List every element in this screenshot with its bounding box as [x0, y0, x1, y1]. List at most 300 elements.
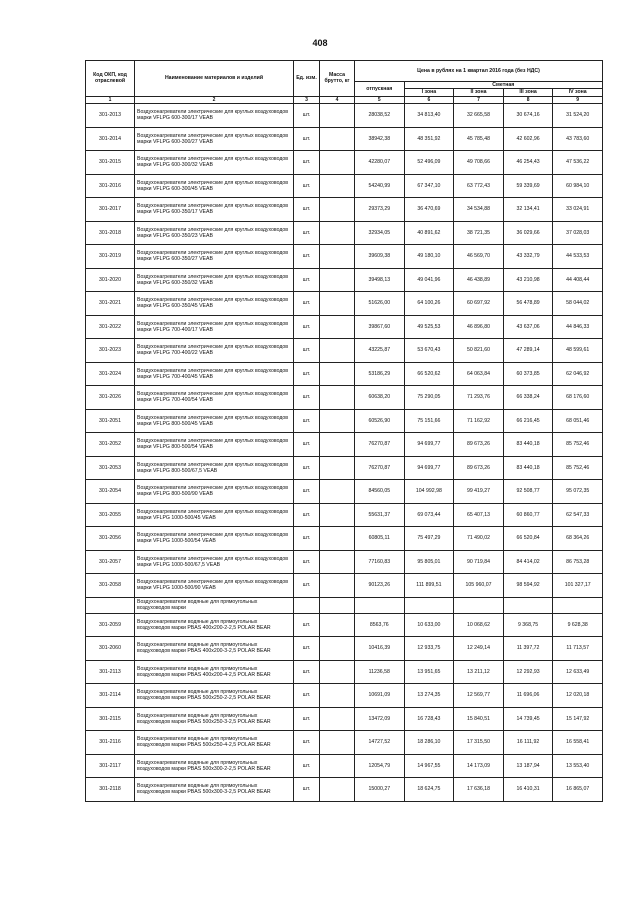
row-unit: шт. [294, 104, 320, 128]
row-zone-3-price: 43 332,79 [503, 245, 553, 269]
table-row [86, 315, 603, 339]
row-zone-3-price: 46 254,43 [503, 151, 553, 175]
page-number: 408 [312, 38, 328, 48]
row-mass [320, 104, 355, 128]
header-code: Код ОКП, код отраслевой [86, 61, 135, 97]
row-name: Воздухонагреватели электрические для круглых воздуховодов марки VFLPG 700-400/45 VEAB [135, 362, 294, 386]
row-name: Воздухонагреватели электрические для круглых воздуховодов марки VFLPG 600-300/32 VEAB [135, 151, 294, 175]
empty-cell [320, 597, 355, 613]
col-number: 7 [454, 96, 504, 103]
row-zone-3-price: 59 339,69 [503, 174, 553, 198]
row-zone-2-price: 10 068,62 [454, 613, 504, 637]
row-name: Воздухонагреватели электрические для круглых воздуховодов марки VFLPG 600-350/32 VEAB [135, 268, 294, 292]
row-zone-4-price: 60 984,10 [553, 174, 603, 198]
row-zone-1-price: 49 180,10 [404, 245, 454, 269]
row-name: Воздухонагреватели электрические для круглых воздуховодов марки VFLPG 600-350/17 VEAB [135, 198, 294, 222]
row-zone-4-price: 68 364,26 [553, 527, 603, 551]
row-zone-3-price: 11 397,72 [503, 637, 553, 661]
row-mass [320, 198, 355, 222]
header-unit: Ед. изм. [294, 61, 320, 97]
table-row [86, 480, 603, 504]
row-zone-4-price: 68 176,60 [553, 386, 603, 410]
row-zone-4-price: 9 628,38 [553, 613, 603, 637]
empty-cell [454, 597, 504, 613]
row-zone-4-price: 33 024,91 [553, 198, 603, 222]
row-code: 301-2053 [86, 456, 135, 480]
row-code: 301-2057 [86, 550, 135, 574]
row-zone-4-price: 16 558,41 [553, 731, 603, 755]
row-zone-3-price: 12 292,93 [503, 660, 553, 684]
row-zone-1-price: 10 633,00 [404, 613, 454, 637]
row-mass [320, 386, 355, 410]
row-mass [320, 268, 355, 292]
table-row [86, 456, 603, 480]
row-name: Воздухонагреватели водяные для прямоугольных воздуховодов марки PBAS 500х300-3-2,5 POLAR BEAR [135, 778, 294, 802]
row-unit: шт. [294, 707, 320, 731]
row-zone-2-price: 32 665,58 [454, 104, 504, 128]
table-row [86, 503, 603, 527]
row-code: 301-2114 [86, 684, 135, 708]
table-row [86, 731, 603, 755]
row-zone-4-price: 13 553,40 [553, 754, 603, 778]
row-name: Воздухонагреватели электрические для круглых воздуховодов марки VFLPG 600-300/27 VEAB [135, 127, 294, 151]
row-zone-1-price: 75 290,05 [404, 386, 454, 410]
header-name: Наименование материалов и изделий [135, 61, 294, 97]
row-mass [320, 456, 355, 480]
row-name: Воздухонагреватели водяные для прямоугольных воздуховодов марки PBAS 500х300-2-2,5 POLAR BEAR [135, 754, 294, 778]
row-zone-3-price: 84 414,02 [503, 550, 553, 574]
row-unit: шт. [294, 503, 320, 527]
header-zone-4: IV зона [553, 89, 603, 96]
row-mass [320, 245, 355, 269]
row-zone-1-price: 13 951,65 [404, 660, 454, 684]
col-number: 6 [404, 96, 454, 103]
row-unit: шт. [294, 151, 320, 175]
row-name: Воздухонагреватели водяные для прямоугольных воздуховодов марки PBAS 500х250-4-2,5 POLAR BEAR [135, 731, 294, 755]
row-zone-3-price: 13 187,94 [503, 754, 553, 778]
empty-cell [294, 597, 320, 613]
row-zone-1-price: 36 470,69 [404, 198, 454, 222]
row-unit: шт. [294, 731, 320, 755]
row-mass [320, 480, 355, 504]
row-name: Воздухонагреватели электрические для круглых воздуховодов марки VFLPG 1000-500/45 VEAB [135, 503, 294, 527]
row-zone-4-price: 12 020,18 [553, 684, 603, 708]
row-zone-2-price: 60 697,92 [454, 292, 504, 316]
row-zone-2-price: 89 673,26 [454, 433, 504, 457]
table-row [86, 550, 603, 574]
row-zone-2-price: 71 293,76 [454, 386, 504, 410]
row-zone-3-price: 43 210,98 [503, 268, 553, 292]
row-zone-3-price: 83 440,18 [503, 456, 553, 480]
row-code: 301-2052 [86, 433, 135, 457]
empty-cell [553, 597, 603, 613]
row-zone-4-price: 44 846,33 [553, 315, 603, 339]
row-mass [320, 433, 355, 457]
row-code: 301-2026 [86, 386, 135, 410]
row-mass [320, 315, 355, 339]
row-zone-1-price: 13 274,35 [404, 684, 454, 708]
table-row [86, 433, 603, 457]
table-row [86, 409, 603, 433]
row-zone-3-price: 11 696,06 [503, 684, 553, 708]
row-zone-4-price: 62 046,92 [553, 362, 603, 386]
col-number: 8 [503, 96, 553, 103]
row-code: 301-2059 [86, 613, 135, 637]
row-release-price: 54240,99 [355, 174, 405, 198]
header-mass: Масса брутто, кг [320, 61, 355, 97]
row-unit: шт. [294, 221, 320, 245]
row-mass [320, 339, 355, 363]
row-zone-2-price: 63 772,43 [454, 174, 504, 198]
row-zone-4-price: 16 865,07 [553, 778, 603, 802]
row-zone-2-price: 46 569,70 [454, 245, 504, 269]
row-code: 301-2018 [86, 221, 135, 245]
row-zone-3-price: 92 508,77 [503, 480, 553, 504]
row-code: 301-2054 [86, 480, 135, 504]
row-unit: шт. [294, 315, 320, 339]
row-name: Воздухонагреватели электрические для круглых воздуховодов марки VFLPG 700-400/17 VEAB [135, 315, 294, 339]
row-unit: шт. [294, 245, 320, 269]
row-zone-3-price: 16 111,92 [503, 731, 553, 755]
row-zone-3-price: 43 637,06 [503, 315, 553, 339]
col-number: 3 [294, 96, 320, 103]
row-release-price: 38942,38 [355, 127, 405, 151]
row-code: 301-2017 [86, 198, 135, 222]
table-row [86, 339, 603, 363]
row-zone-3-price: 9 368,75 [503, 613, 553, 637]
row-mass [320, 409, 355, 433]
row-release-price: 39498,13 [355, 268, 405, 292]
row-zone-2-price: 65 407,13 [454, 503, 504, 527]
row-unit: шт. [294, 409, 320, 433]
col-number: 4 [320, 96, 355, 103]
table-row [86, 292, 603, 316]
row-code: 301-2116 [86, 731, 135, 755]
row-mass [320, 221, 355, 245]
row-release-price: 42280,07 [355, 151, 405, 175]
row-release-price: 53186,29 [355, 362, 405, 386]
row-mass [320, 503, 355, 527]
row-zone-3-price: 56 478,89 [503, 292, 553, 316]
row-unit: шт. [294, 433, 320, 457]
row-zone-1-price: 16 728,43 [404, 707, 454, 731]
row-name: Воздухонагреватели водяные для прямоугольных воздуховодов марки PBAS 500х250-3-2,5 POLAR BEAR [135, 707, 294, 731]
row-zone-4-price: 31 524,20 [553, 104, 603, 128]
row-name: Воздухонагреватели электрические для круглых воздуховодов марки VFLPG 1000-500/67,5 VEAB [135, 550, 294, 574]
row-unit: шт. [294, 550, 320, 574]
row-zone-2-price: 99 419,27 [454, 480, 504, 504]
row-unit: шт. [294, 198, 320, 222]
row-zone-3-price: 66 338,24 [503, 386, 553, 410]
row-unit: шт. [294, 480, 320, 504]
row-zone-2-price: 90 719,84 [454, 550, 504, 574]
row-zone-4-price: 68 051,46 [553, 409, 603, 433]
row-code: 301-2051 [86, 409, 135, 433]
header-estimate: Сметная [404, 82, 602, 89]
row-zone-2-price: 46 438,89 [454, 268, 504, 292]
row-zone-4-price: 48 599,61 [553, 339, 603, 363]
row-zone-2-price: 50 821,60 [454, 339, 504, 363]
row-zone-3-price: 66 216,45 [503, 409, 553, 433]
row-zone-1-price: 75 151,66 [404, 409, 454, 433]
row-zone-4-price: 12 633,49 [553, 660, 603, 684]
row-release-price: 15000,27 [355, 778, 405, 802]
table-row [86, 268, 603, 292]
row-release-price: 12054,79 [355, 754, 405, 778]
row-zone-3-price: 60 860,77 [503, 503, 553, 527]
row-zone-1-price: 69 073,44 [404, 503, 454, 527]
row-name: Воздухонагреватели электрические для круглых воздуховодов марки VFLPG 800-500/54 VEAB [135, 433, 294, 457]
row-code: 301-2015 [86, 151, 135, 175]
row-unit: шт. [294, 386, 320, 410]
row-code: 301-2021 [86, 292, 135, 316]
row-unit: шт. [294, 778, 320, 802]
table-row [86, 574, 603, 598]
table-subheader-row [86, 597, 603, 613]
row-zone-4-price: 86 753,28 [553, 550, 603, 574]
row-name: Воздухонагреватели электрические для круглых воздуховодов марки VFLPG 800-500/45 VEAB [135, 409, 294, 433]
row-zone-2-price: 45 785,48 [454, 127, 504, 151]
row-release-price: 90123,26 [355, 574, 405, 598]
row-name: Воздухонагреватели электрические для круглых воздуховодов марки VFLPG 600-350/27 VEAB [135, 245, 294, 269]
row-zone-2-price: 13 211,12 [454, 660, 504, 684]
row-zone-3-price: 66 520,84 [503, 527, 553, 551]
row-name: Воздухонагреватели электрические для круглых воздуховодов марки VFLPG 600-350/45 VEAB [135, 292, 294, 316]
table-row [86, 527, 603, 551]
table-row [86, 707, 603, 731]
row-mass [320, 778, 355, 802]
row-zone-4-price: 11 713,57 [553, 637, 603, 661]
row-zone-4-price: 85 752,46 [553, 456, 603, 480]
table-row [86, 386, 603, 410]
row-mass [320, 550, 355, 574]
row-zone-2-price: 14 173,09 [454, 754, 504, 778]
row-zone-2-price: 46 896,80 [454, 315, 504, 339]
row-zone-4-price: 43 783,60 [553, 127, 603, 151]
row-unit: шт. [294, 456, 320, 480]
row-unit: шт. [294, 527, 320, 551]
row-code: 301-2060 [86, 637, 135, 661]
row-release-price: 28038,52 [355, 104, 405, 128]
row-zone-1-price: 40 891,62 [404, 221, 454, 245]
row-unit: шт. [294, 127, 320, 151]
row-zone-2-price: 15 840,51 [454, 707, 504, 731]
table-row [86, 151, 603, 175]
row-release-price: 76270,87 [355, 456, 405, 480]
table-row [86, 660, 603, 684]
empty-cell [404, 597, 454, 613]
empty-cell [503, 597, 553, 613]
row-code: 301-2014 [86, 127, 135, 151]
row-zone-3-price: 32 134,41 [503, 198, 553, 222]
row-zone-2-price: 71 490,02 [454, 527, 504, 551]
row-zone-3-price: 60 373,85 [503, 362, 553, 386]
row-release-price: 29373,29 [355, 198, 405, 222]
header-price-group: Цена в рублях на 1 квартал 2016 года (без НДС) [355, 61, 603, 82]
row-zone-4-price: 37 028,03 [553, 221, 603, 245]
row-mass [320, 707, 355, 731]
row-mass [320, 574, 355, 598]
row-name: Воздухонагреватели электрические для круглых воздуховодов марки VFLPG 700-400/22 VEAB [135, 339, 294, 363]
row-name: Воздухонагреватели электрические для круглых воздуховодов марки VFLPG 600-350/23 VEAB [135, 221, 294, 245]
row-zone-4-price: 58 044,02 [553, 292, 603, 316]
subheader-text: Воздухонагреватели водяные для прямоугольных воздуховодов марки [135, 597, 294, 613]
row-name: Воздухонагреватели электрические для круглых воздуховодов марки VFLPG 600-300/17 VEAB [135, 104, 294, 128]
row-zone-1-price: 49 041,96 [404, 268, 454, 292]
row-code: 301-2013 [86, 104, 135, 128]
table-row [86, 778, 603, 802]
row-zone-4-price: 101 327,17 [553, 574, 603, 598]
row-zone-4-price: 62 547,33 [553, 503, 603, 527]
row-name: Воздухонагреватели водяные для прямоугольных воздуховодов марки PBAS 400х200-3-2,5 POLAR BEAR [135, 637, 294, 661]
price-table [85, 60, 603, 802]
row-release-price: 60805,11 [355, 527, 405, 551]
row-zone-1-price: 64 100,26 [404, 292, 454, 316]
row-unit: шт. [294, 362, 320, 386]
row-mass [320, 151, 355, 175]
row-release-price: 76270,87 [355, 433, 405, 457]
row-zone-1-price: 48 351,92 [404, 127, 454, 151]
row-mass [320, 362, 355, 386]
header-release: отпускная [355, 82, 405, 97]
row-release-price: 10691,09 [355, 684, 405, 708]
row-zone-4-price: 44 533,53 [553, 245, 603, 269]
row-zone-1-price: 104 992,98 [404, 480, 454, 504]
table-row [86, 754, 603, 778]
row-release-price: 11236,58 [355, 660, 405, 684]
row-zone-4-price: 85 752,46 [553, 433, 603, 457]
row-release-price: 10416,39 [355, 637, 405, 661]
col-number: 2 [135, 96, 294, 103]
row-release-price: 39867,60 [355, 315, 405, 339]
row-unit: шт. [294, 574, 320, 598]
row-zone-1-price: 49 525,53 [404, 315, 454, 339]
row-mass [320, 527, 355, 551]
row-mass [320, 754, 355, 778]
table-row [86, 198, 603, 222]
row-zone-2-price: 105 960,07 [454, 574, 504, 598]
row-zone-1-price: 66 520,62 [404, 362, 454, 386]
row-zone-3-price: 36 029,66 [503, 221, 553, 245]
row-code: 301-2118 [86, 778, 135, 802]
row-zone-4-price: 15 147,92 [553, 707, 603, 731]
row-zone-2-price: 12 249,14 [454, 637, 504, 661]
row-mass [320, 731, 355, 755]
row-zone-3-price: 16 410,31 [503, 778, 553, 802]
row-code: 301-2058 [86, 574, 135, 598]
row-zone-3-price: 98 594,92 [503, 574, 553, 598]
row-zone-1-price: 52 496,09 [404, 151, 454, 175]
row-name: Воздухонагреватели электрические для круглых воздуховодов марки VFLPG 800-500/90 VEAB [135, 480, 294, 504]
row-zone-1-price: 53 670,43 [404, 339, 454, 363]
row-zone-1-price: 111 899,51 [404, 574, 454, 598]
row-code: 301-2023 [86, 339, 135, 363]
row-release-price: 77160,83 [355, 550, 405, 574]
row-release-price: 60638,20 [355, 386, 405, 410]
table-row [86, 174, 603, 198]
row-zone-1-price: 67 347,10 [404, 174, 454, 198]
row-zone-4-price: 47 536,22 [553, 151, 603, 175]
row-zone-1-price: 75 497,29 [404, 527, 454, 551]
table-row [86, 127, 603, 151]
row-code: 301-2055 [86, 503, 135, 527]
row-mass [320, 660, 355, 684]
row-zone-2-price: 12 569,77 [454, 684, 504, 708]
row-zone-2-price: 38 721,35 [454, 221, 504, 245]
row-zone-1-price: 12 933,75 [404, 637, 454, 661]
table-row [86, 637, 603, 661]
row-mass [320, 637, 355, 661]
row-zone-4-price: 95 072,35 [553, 480, 603, 504]
row-zone-3-price: 42 602,96 [503, 127, 553, 151]
row-release-price: 39609,38 [355, 245, 405, 269]
row-name: Воздухонагреватели электрические для круглых воздуховодов марки VFLPG 600-300/45 VEAB [135, 174, 294, 198]
row-release-price: 51626,00 [355, 292, 405, 316]
table-row [86, 221, 603, 245]
row-zone-3-price: 47 289,14 [503, 339, 553, 363]
row-unit: шт. [294, 339, 320, 363]
row-zone-2-price: 17 636,18 [454, 778, 504, 802]
row-release-price: 55631,37 [355, 503, 405, 527]
row-zone-1-price: 14 967,55 [404, 754, 454, 778]
row-release-price: 32934,05 [355, 221, 405, 245]
row-release-price: 13472,09 [355, 707, 405, 731]
row-release-price: 43225,87 [355, 339, 405, 363]
row-release-price: 60526,90 [355, 409, 405, 433]
header-zone-1: I зона [404, 89, 454, 96]
row-zone-2-price: 89 673,26 [454, 456, 504, 480]
row-zone-3-price: 30 674,16 [503, 104, 553, 128]
row-code: 301-2024 [86, 362, 135, 386]
row-unit: шт. [294, 613, 320, 637]
row-code: 301-2019 [86, 245, 135, 269]
row-release-price: 14727,52 [355, 731, 405, 755]
row-code: 301-2113 [86, 660, 135, 684]
row-mass [320, 292, 355, 316]
row-mass [320, 684, 355, 708]
row-zone-2-price: 34 534,88 [454, 198, 504, 222]
header-zone-3: III зона [503, 89, 553, 96]
row-unit: шт. [294, 637, 320, 661]
row-unit: шт. [294, 660, 320, 684]
row-code: 301-2115 [86, 707, 135, 731]
row-name: Воздухонагреватели электрические для круглых воздуховодов марки VFLPG 1000-500/54 VEAB [135, 527, 294, 551]
row-code: 301-2020 [86, 268, 135, 292]
row-name: Воздухонагреватели электрические для круглых воздуховодов марки VFLPG 1000-500/90 VEAB [135, 574, 294, 598]
row-release-price: 84560,05 [355, 480, 405, 504]
table-row [86, 613, 603, 637]
table-row [86, 104, 603, 128]
row-zone-1-price: 94 699,77 [404, 456, 454, 480]
row-zone-2-price: 49 708,66 [454, 151, 504, 175]
empty-cell [86, 597, 135, 613]
row-unit: шт. [294, 754, 320, 778]
row-mass [320, 613, 355, 637]
row-unit: шт. [294, 174, 320, 198]
row-unit: шт. [294, 684, 320, 708]
row-zone-1-price: 18 624,75 [404, 778, 454, 802]
table-row [86, 245, 603, 269]
table-row [86, 684, 603, 708]
col-number: 5 [355, 96, 405, 103]
row-zone-3-price: 14 739,45 [503, 707, 553, 731]
row-zone-4-price: 44 408,44 [553, 268, 603, 292]
row-code: 301-2016 [86, 174, 135, 198]
row-zone-3-price: 83 440,18 [503, 433, 553, 457]
row-name: Воздухонагреватели водяные для прямоугольных воздуховодов марки PBAS 400х200-2-2,5 POLAR BEAR [135, 613, 294, 637]
row-zone-1-price: 18 286,10 [404, 731, 454, 755]
table-body [86, 104, 603, 802]
